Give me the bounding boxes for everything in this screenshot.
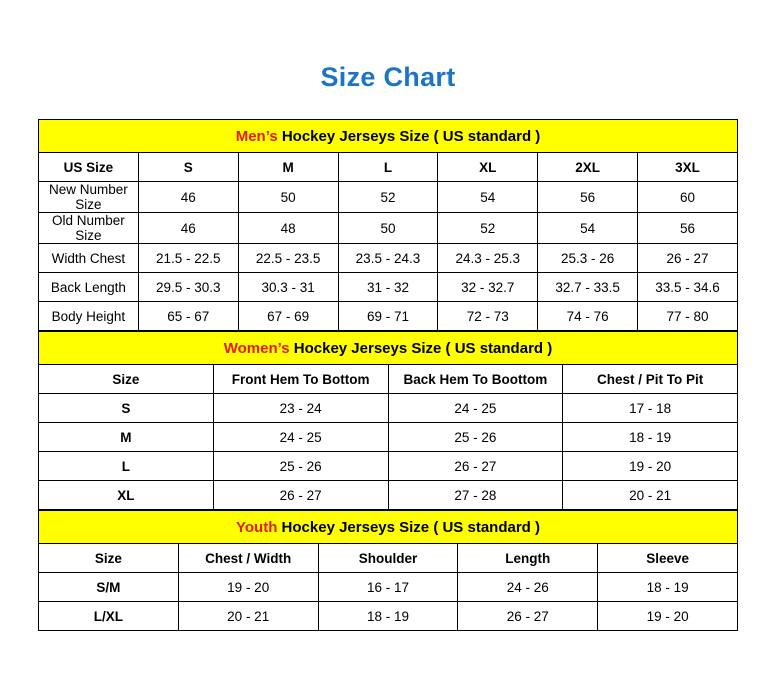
- womens-size-table: [38, 331, 738, 510]
- table-row: [39, 481, 738, 510]
- youth-header-0: Size: [39, 544, 179, 573]
- mens-row-2-cell-3: 23.5 - 24.3: [338, 244, 438, 273]
- youth-header-1: Chest / Width: [178, 544, 318, 573]
- mens-header-5: 2XL: [538, 153, 638, 182]
- womens-band-rest: Hockey Jerseys Size ( US standard ): [289, 339, 553, 357]
- womens-row-2-cell-3: 19 - 20: [563, 452, 738, 481]
- womens-row-0-cell-1: 23 - 24: [213, 394, 388, 423]
- womens-row-2-label: L: [39, 452, 214, 481]
- womens-header-2: Back Hem To Boottom: [388, 365, 563, 394]
- womens-row-2-cell-1: 25 - 26: [213, 452, 388, 481]
- mens-row-3-cell-3: 31 - 32: [338, 273, 438, 302]
- table-row: [39, 244, 738, 273]
- mens-row-0-label: New Number Size: [39, 182, 139, 213]
- youth-header-2: Shoulder: [318, 544, 458, 573]
- womens-header-3: Chest / Pit To Pit: [563, 365, 738, 394]
- mens-row-3-cell-2: 30.3 - 31: [238, 273, 338, 302]
- youth-row-1-label: L/XL: [39, 602, 179, 631]
- womens-row-1-cell-2: 25 - 26: [388, 423, 563, 452]
- mens-row-4-label: Body Height: [39, 302, 139, 331]
- womens-band-accent: Women’s: [223, 339, 290, 357]
- table-row: [39, 182, 738, 213]
- womens-row-3-cell-2: 27 - 28: [388, 481, 563, 510]
- womens-row-1-cell-1: 24 - 25: [213, 423, 388, 452]
- mens-row-1-cell-3: 50: [338, 213, 438, 244]
- womens-row-3-cell-3: 20 - 21: [563, 481, 738, 510]
- womens-row-3-label: XL: [39, 481, 214, 510]
- mens-row-2-cell-1: 21.5 - 22.5: [138, 244, 238, 273]
- youth-header-3: Length: [458, 544, 598, 573]
- mens-row-4-cell-1: 65 - 67: [138, 302, 238, 331]
- mens-row-0-cell-3: 52: [338, 182, 438, 213]
- mens-row-1-cell-4: 52: [438, 213, 538, 244]
- mens-band-accent: Men’s: [235, 127, 278, 145]
- table-row: [39, 423, 738, 452]
- mens-row-4-cell-2: 67 - 69: [238, 302, 338, 331]
- mens-row-2-cell-4: 24.3 - 25.3: [438, 244, 538, 273]
- youth-row-0-cell-4: 18 - 19: [598, 573, 738, 602]
- table-row: [39, 573, 738, 602]
- mens-row-4-cell-6: 77 - 80: [638, 302, 738, 331]
- table-row: [39, 302, 738, 331]
- womens-row-0-cell-3: 17 - 18: [563, 394, 738, 423]
- youth-band-accent: Youth: [236, 518, 278, 536]
- womens-row-2-cell-2: 26 - 27: [388, 452, 563, 481]
- mens-row-0-cell-4: 54: [438, 182, 538, 213]
- mens-header-4: XL: [438, 153, 538, 182]
- youth-header-4: Sleeve: [598, 544, 738, 573]
- mens-row-1-cell-1: 46: [138, 213, 238, 244]
- youth-band-label: [39, 511, 738, 544]
- mens-header-6: 3XL: [638, 153, 738, 182]
- mens-row-3-label: Back Length: [39, 273, 139, 302]
- womens-row-0-label: S: [39, 394, 214, 423]
- youth-row-0-cell-2: 16 - 17: [318, 573, 458, 602]
- womens-row-0-cell-2: 24 - 25: [388, 394, 563, 423]
- womens-band-label: [39, 332, 738, 365]
- youth-size-table: [38, 510, 738, 631]
- youth-row-0-label: S/M: [39, 573, 179, 602]
- mens-row-4-cell-4: 72 - 73: [438, 302, 538, 331]
- mens-header-1: S: [138, 153, 238, 182]
- mens-row-2-cell-6: 26 - 27: [638, 244, 738, 273]
- mens-row-3-cell-5: 32.7 - 33.5: [538, 273, 638, 302]
- mens-row-2-cell-5: 25.3 - 26: [538, 244, 638, 273]
- mens-row-1-cell-2: 48: [238, 213, 338, 244]
- mens-header-3: L: [338, 153, 438, 182]
- table-row: [39, 394, 738, 423]
- page-title: Size Chart: [320, 62, 456, 92]
- mens-header-2: M: [238, 153, 338, 182]
- womens-row-1-cell-3: 18 - 19: [563, 423, 738, 452]
- mens-band-label: [39, 120, 738, 153]
- mens-band-rest: Hockey Jerseys Size ( US standard ): [277, 127, 541, 145]
- table-row: [39, 452, 738, 481]
- table-band-row: [39, 511, 738, 544]
- table-header-row: [39, 365, 738, 394]
- mens-row-1-cell-5: 54: [538, 213, 638, 244]
- womens-row-3-cell-1: 26 - 27: [213, 481, 388, 510]
- mens-row-4-cell-3: 69 - 71: [338, 302, 438, 331]
- youth-row-1-cell-3: 26 - 27: [458, 602, 598, 631]
- mens-row-3-cell-4: 32 - 32.7: [438, 273, 538, 302]
- table-header-row: [39, 153, 738, 182]
- mens-row-1-cell-6: 56: [638, 213, 738, 244]
- mens-row-2-cell-2: 22.5 - 23.5: [238, 244, 338, 273]
- table-band-row: [39, 332, 738, 365]
- mens-row-3-cell-1: 29.5 - 30.3: [138, 273, 238, 302]
- table-row: [39, 213, 738, 244]
- table-row: [39, 602, 738, 631]
- mens-header-0: US Size: [39, 153, 139, 182]
- table-header-row: [39, 544, 738, 573]
- mens-size-table: [38, 119, 738, 331]
- mens-row-3-cell-6: 33.5 - 34.6: [638, 273, 738, 302]
- youth-row-0-cell-3: 24 - 26: [458, 573, 598, 602]
- youth-band-rest: Hockey Jerseys Size ( US standard ): [277, 518, 540, 536]
- mens-row-1-label: Old Number Size: [39, 213, 139, 244]
- size-tables: [38, 119, 738, 631]
- mens-row-0-cell-2: 50: [238, 182, 338, 213]
- mens-row-2-label: Width Chest: [39, 244, 139, 273]
- womens-row-1-label: M: [39, 423, 214, 452]
- table-row: [39, 273, 738, 302]
- womens-header-1: Front Hem To Bottom: [213, 365, 388, 394]
- mens-row-0-cell-1: 46: [138, 182, 238, 213]
- youth-row-0-cell-1: 19 - 20: [178, 573, 318, 602]
- table-band-row: [39, 120, 738, 153]
- youth-row-1-cell-1: 20 - 21: [178, 602, 318, 631]
- mens-row-0-cell-6: 60: [638, 182, 738, 213]
- youth-row-1-cell-2: 18 - 19: [318, 602, 458, 631]
- womens-header-0: Size: [39, 365, 214, 394]
- mens-row-0-cell-5: 56: [538, 182, 638, 213]
- mens-row-4-cell-5: 74 - 76: [538, 302, 638, 331]
- youth-row-1-cell-4: 19 - 20: [598, 602, 738, 631]
